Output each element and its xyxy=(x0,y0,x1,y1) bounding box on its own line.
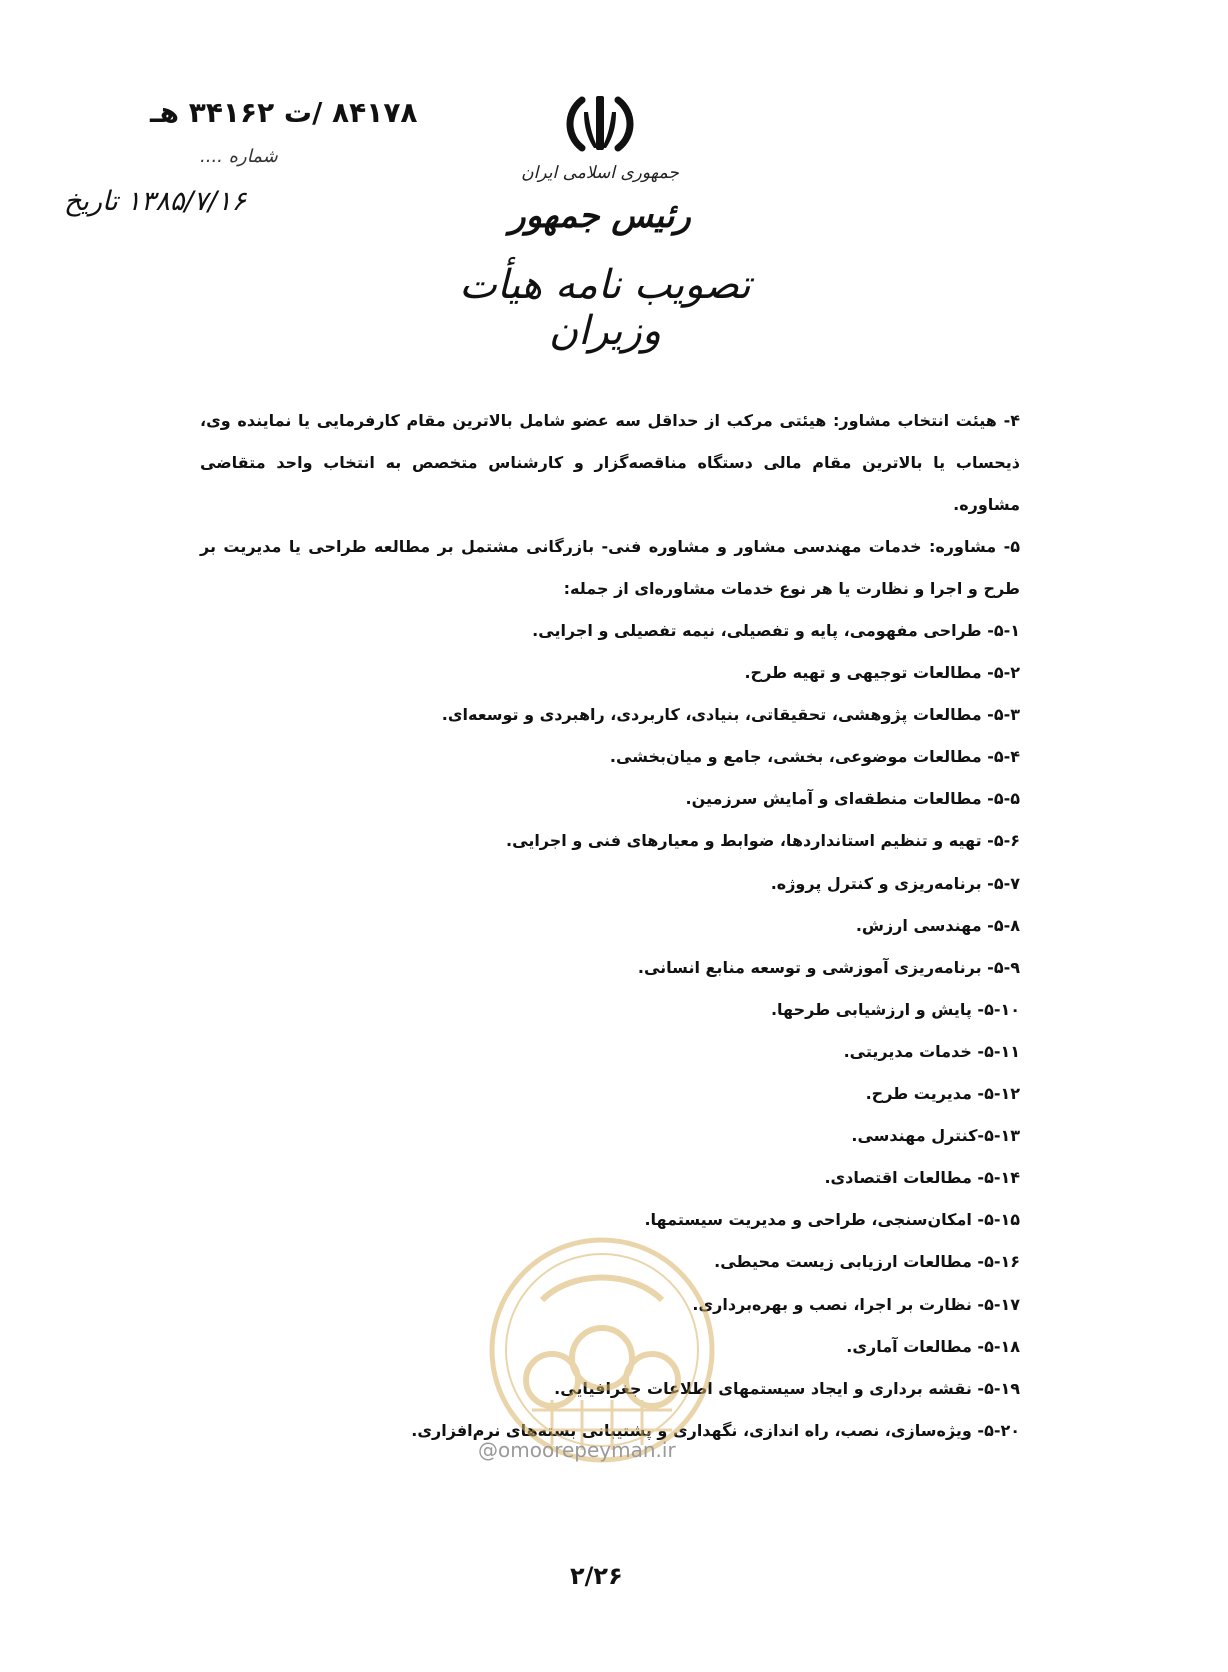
list-item: ۵-۱۱- خدمات مدیریتی. xyxy=(843,1041,1020,1061)
list-item: ۵-۱۶- مطالعات ارزیابی زیست محیطی. xyxy=(714,1252,1020,1272)
paragraph: ۵- مشاوره: خدمات مهندسی مشاور و مشاوره فنی- بازرگانی مشتمل بر مطالعه طراحی یا مدیریت بر طرح و اجرا و نظارت یا هر نوع خدمات مشاوره‌ای از جمله: xyxy=(200,537,1020,598)
page-number: ۲/۲۶ xyxy=(570,1562,623,1590)
list-item: ۵-۶- تهیه و تنظیم استانداردها، ضوابط و معیارهای فنی و اجرایی. xyxy=(506,831,1020,851)
iran-emblem-icon xyxy=(560,92,640,156)
country-name: جمهوری اسلامی ایران xyxy=(521,163,679,183)
document-type: تصویب نامه هیأت وزیران xyxy=(459,262,751,354)
number-label: شماره .... xyxy=(200,146,278,167)
document-body xyxy=(200,400,1020,1452)
list-item: ۵-۱۳-کنترل مهندسی. xyxy=(851,1126,1020,1146)
list-item: ۵-۱۷- نظارت بر اجرا، نصب و بهره‌برداری. xyxy=(692,1294,1020,1314)
reference-number: ۸۴۱۷۸ /ت ۳۴۱۶۲ هـ xyxy=(150,96,418,129)
list-item: ۵-۳- مطالعات پژوهشی، تحقیقاتی، بنیادی، کاربردی، راهبردی و توسعه‌ای. xyxy=(441,705,1020,725)
list-item: ۵-۵- مطالعات منطقه‌ای و آمایش سرزمین. xyxy=(685,789,1020,809)
list-item: ۵-۹- برنامه‌ریزی آموزشی و توسعه منابع انسانی. xyxy=(637,957,1020,977)
list-item: ۵-۸- مهندسی ارزش. xyxy=(855,915,1020,935)
document-date: ۱۳۸۵/۷/۱۶ تاریخ xyxy=(64,186,247,217)
list-item: ۵-۱۰- پایش و ارزشیابی طرحها. xyxy=(770,999,1020,1019)
paragraph: ۴- هیئت انتخاب مشاور: هیئتی مرکب از حداقل سه عضو شامل بالاترین مقام کارفرمایی یا نماینده وی، ذیحساب یا بالاترین مقام مالی دستگاه مناقصه‌گزار و کارشناس متخصص به انتخاب واحد متقاضی مشاوره. xyxy=(200,411,1020,514)
watermark-domain: @omoorepeyman.ir xyxy=(478,1438,676,1462)
consulting-services-list xyxy=(200,610,1020,1452)
list-item: ۵-۷- برنامه‌ریزی و کنترل پروژه. xyxy=(770,873,1020,893)
list-item: ۵-۱۲- مدیریت طرح. xyxy=(865,1084,1020,1104)
list-item: ۵-۲۰- ویژه‌سازی، نصب، راه اندازی، نگهداری و پشتیبانی بسته‌های نرم‌افزاری. xyxy=(411,1420,1020,1440)
list-item: ۵-۱۹- نقشه برداری و ایجاد سیستمهای اطلاعات جغرافیایی. xyxy=(554,1378,1020,1398)
list-item: ۵-۱۴- مطالعات اقتصادی. xyxy=(824,1168,1020,1188)
list-item: ۵-۱- طراحی مفهومی، پایه و تفصیلی، نیمه تفصیلی و اجرایی. xyxy=(532,621,1020,640)
list-item: ۵-۱۸- مطالعات آماری. xyxy=(846,1336,1020,1356)
list-item: ۵-۴- مطالعات موضوعی، بخشی، جامع و میان‌بخشی. xyxy=(609,747,1020,767)
list-item: ۵-۲- مطالعات توجیهی و تهیه طرح. xyxy=(744,663,1020,683)
list-item: ۵-۱۵- امکان‌سنجی، طراحی و مدیریت سیستمها. xyxy=(644,1210,1020,1230)
office-title: رئیس جمهور xyxy=(509,196,691,236)
